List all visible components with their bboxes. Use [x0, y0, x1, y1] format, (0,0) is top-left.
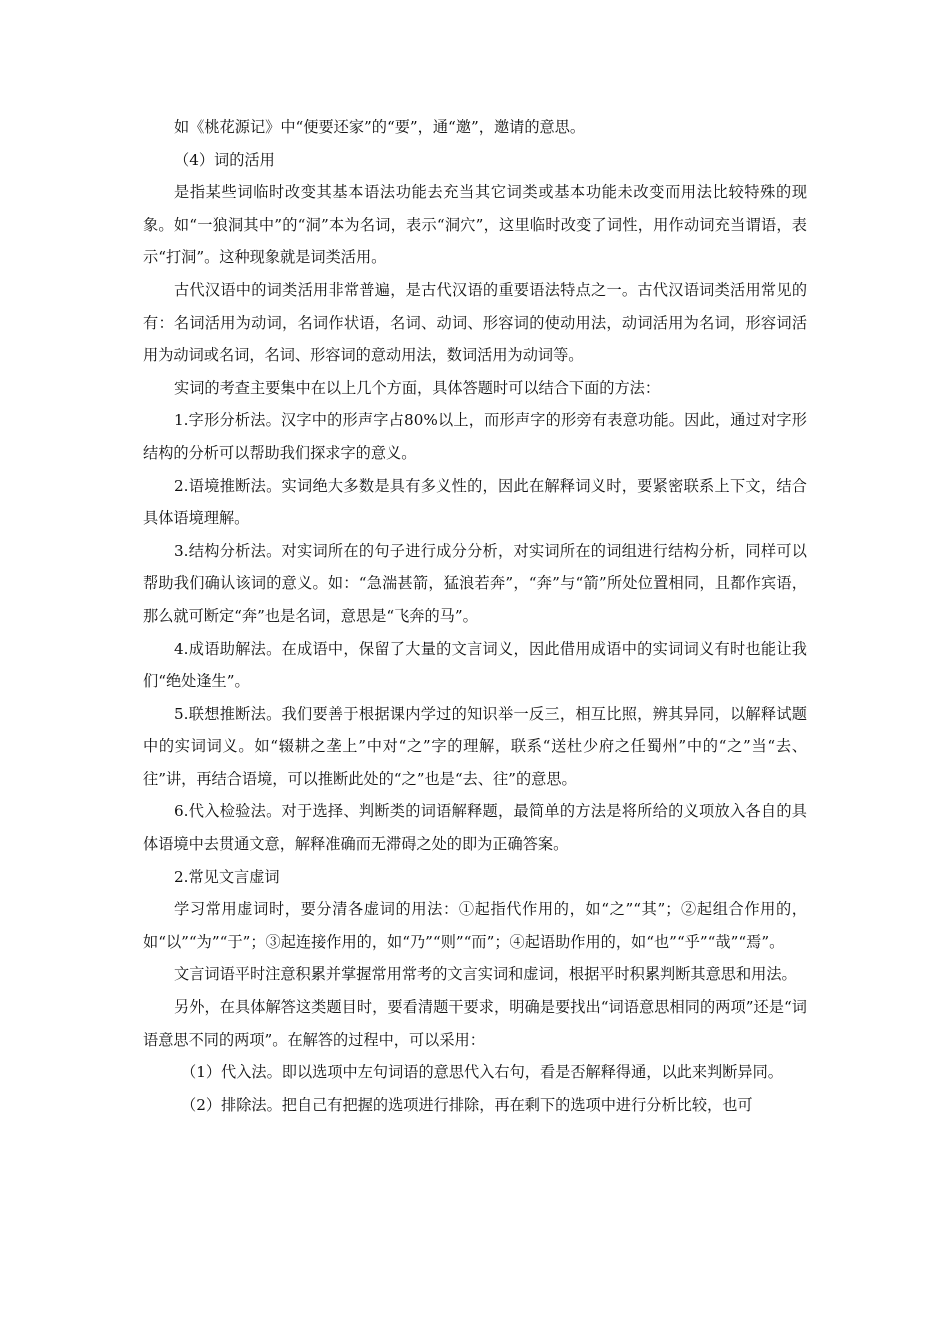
- method-item: 5.联想推断法。我们要善于根据课内学过的知识举一反三，相互比照，辨其异同，以解释试题中的实词词义。如“辍耕之垄上”中对“之”字的理解，联系“送杜少府之任蜀州”中的“之”当“去、往”讲，再结合语境，可以推断此处的“之”也是“去、往”的意思。: [143, 704, 807, 788]
- method-item: 4.成语助解法。在成语中，保留了大量的文言词义，因此借用成语中的实词词义有时也能让我们“绝处逢生”。: [143, 639, 807, 691]
- document-body: [143, 111, 807, 1121]
- section-heading: （4）词的活用: [174, 150, 275, 169]
- method-item: 6.代入检验法。对于选择、判断类的词语解释题，最简单的方法是将所给的义项放入各自的具体语境中去贯通文意，解释准确而无滞碍之处的即为正确答案。: [143, 802, 807, 854]
- paragraph: 是指某些词临时改变其基本语法功能去充当其它词类或基本功能未改变而用法比较特殊的现象。如“一狼洞其中”的“洞”本为名词，表示“洞穴”，这里临时改变了词性，用作动词充当谓语，表示“打洞”。这种现象就是词类活用。: [143, 183, 807, 267]
- paragraph: 另外，在具体解答这类题目时，要看清题干要求，明确是要找出“词语意思相同的两项”还是“词语意思不同的两项”。在解答的过程中，可以采用：: [143, 998, 807, 1049]
- paragraph: 学习常用虚词时，要分清各虚词的用法：①起指代作用的，如“之”“其”；②起组合作用的，如“以”“为”“于”；③起连接作用的，如“乃”“则”“而”；④起语助作用的，如“也”“乎”“哉”“焉”。: [143, 900, 807, 951]
- method-item: （2）排除法。把自己有把握的选项进行排除，再在剩下的选项中进行分析比较，也可: [181, 1095, 753, 1114]
- method-item: 3.结构分析法。对实词所在的句子进行成分分析，对实词所在的词组进行结构分析，同样可以帮助我们确认该词的意义。如：“急湍甚箭，猛浪若奔”，“奔”与“箭”所处位置相同，且都作宾语，那么就可断定“奔”也是名词，意思是“飞奔的马”。: [143, 541, 807, 625]
- method-item: 1.字形分析法。汉字中的形声字占80%以上，而形声字的形旁有表意功能。因此，通过对字形结构的分析可以帮助我们探求字的意义。: [143, 411, 807, 462]
- method-item: 2.语境推断法。实词绝大多数是具有多义性的，因此在解释词义时，要紧密联系上下文，结合具体语境理解。: [143, 476, 807, 528]
- section-heading: 2.常见文言虚词: [174, 867, 280, 886]
- paragraph: 文言词语平时注意积累并掌握常用常考的文言实词和虚词，根据平时积累判断其意思和用法。: [174, 965, 797, 984]
- method-item: （1）代入法。即以选项中左句词语的意思代入右句，看是否解释得通，以此来判断异同。: [181, 1063, 783, 1082]
- paragraph: 如《桃花源记》中“便要还家”的“要”，通“邀”，邀请的意思。: [174, 118, 586, 136]
- paragraph: 古代汉语中的词类活用非常普遍，是古代汉语的重要语法特点之一。古代汉语词类活用常见的有：名词活用为动词，名词作状语，名词、动词、形容词的使动用法，动词活用为名词，形容词活用为动词或名词，名词、形容词的意动用法，数词活用为动词等。: [143, 280, 807, 365]
- paragraph: 实词的考查主要集中在以上几个方面，具体答题时可以结合下面的方法：: [174, 378, 660, 397]
